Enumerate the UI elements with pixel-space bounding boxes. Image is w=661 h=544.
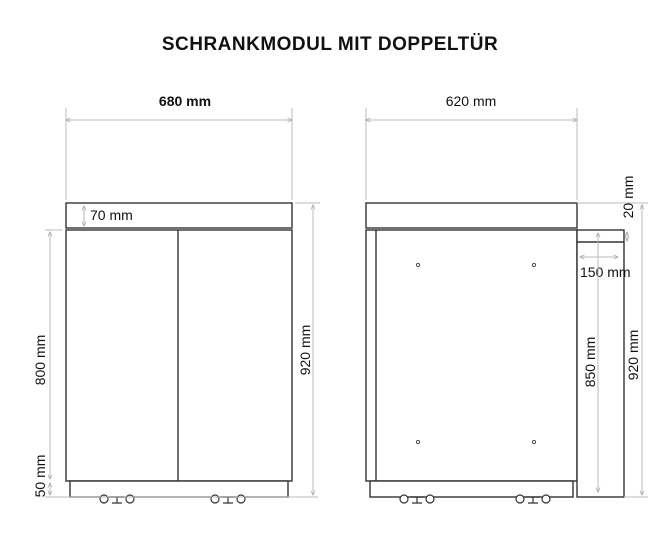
top-height-label: 70 mm [90,207,133,223]
panel-width-label: 150 mm [580,264,631,280]
side-total-height-label: 920 mm [625,329,641,381]
plinth-height-label: 50 mm [32,454,48,498]
front-width-label: 680 mm [158,93,212,109]
side-countertop [366,203,577,228]
side-view [366,93,648,503]
side-width-label: 620 mm [445,93,497,109]
cabinet-body [66,230,292,481]
front-view [32,93,320,503]
front-total-height-label: 920 mm [297,324,313,376]
side-plinth [370,481,573,497]
door-height-label: 800 mm [32,334,48,386]
gap-label: 20 mm [620,175,636,219]
drawing-title: SCHRANKMODUL MIT DOPPELTÜR [161,34,499,55]
side-body [366,230,577,481]
panel-height-label: 850 mm [582,336,598,388]
